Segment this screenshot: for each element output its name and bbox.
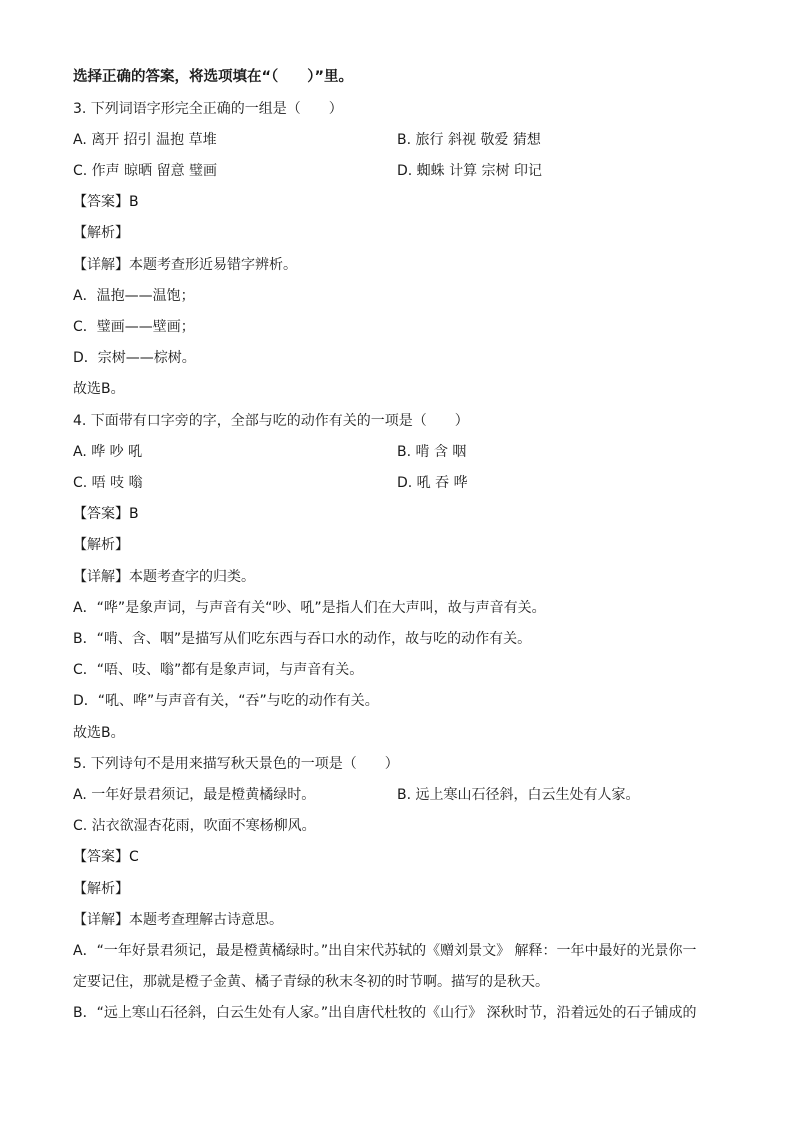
- detail-line: 【详解】本题考查形近易错字辨析。: [73, 257, 297, 273]
- option-b: B. 旅行 斜视 敬爱 猜想: [397, 132, 541, 148]
- option-d: D. 蜘蛛 计算 宗树 印记: [397, 163, 543, 179]
- option-c: C. 沾衣欲湿杏花雨，吹面不寒杨柳风。: [73, 818, 316, 834]
- option-a: A. 哗 吵 吼: [73, 444, 143, 460]
- section-heading: 选择正确的答案，将选项填在“（ ）”里。: [73, 69, 354, 85]
- option-d: D. 吼 吞 哗: [397, 475, 468, 491]
- detail-line: A．温抱——温饱；: [73, 288, 195, 304]
- option-a: A. 一年好景君须记，最是橙黄橘绿时。: [73, 787, 316, 803]
- answer-label: 【答案】B: [73, 506, 139, 522]
- detail-line: B．“啃、含、咽”是描写从们吃东西与吞口水的动作，故与吃的动作有关。: [73, 631, 532, 647]
- option-c: C. 作声 晾晒 留意 璧画: [73, 163, 218, 179]
- analysis-label: 【解析】: [73, 225, 129, 241]
- option-a: A. 离开 招引 温抱 草堆: [73, 132, 217, 148]
- analysis-label: 【解析】: [73, 537, 129, 553]
- detail-line: D．宗树——棕树。: [73, 350, 196, 366]
- analysis-label: 【解析】: [73, 881, 129, 897]
- question-stem: 4. 下面带有口字旁的字，全部与吃的动作有关的一项是（ ）: [73, 413, 469, 429]
- detail-line: 故选B。: [73, 381, 125, 397]
- option-b: B. 远上寒山石径斜，白云生处有人家。: [397, 787, 640, 803]
- detail-line: 定要记住，那就是橙子金黄、橘子青绿的秋末冬初的时节啊。描写的是秋天。: [73, 974, 549, 990]
- detail-line: 【详解】本题考查字的归类。: [73, 569, 255, 585]
- question-stem: 3. 下列词语字形完全正确的一组是（ ）: [73, 101, 343, 117]
- detail-line: D．“吼、哗”与声音有关，“吞”与吃的动作有关。: [73, 693, 379, 709]
- question-stem: 5. 下列诗句不是用来描写秋天景色的一项是（ ）: [73, 756, 399, 772]
- answer-label: 【答案】C: [73, 849, 139, 865]
- detail-line: A．“一年好景君须记，最是橙黄橘绿时。”出自宋代苏轼的《赠刘景文》 解释：一年中最好的光景你一: [73, 943, 697, 959]
- detail-line: 故选B。: [73, 725, 125, 741]
- option-b: B. 啃 含 咽: [397, 444, 467, 460]
- detail-line: B．“远上寒山石径斜，白云生处有人家。”出自唐代杜牧的《山行》 深秋时节，沿着远处的石子铺成的: [73, 1005, 697, 1021]
- option-c: C. 唔 吱 嗡: [73, 475, 143, 491]
- detail-line: A．“哗”是象声词，与声音有关“吵、吼”是指人们在大声叫，故与声音有关。: [73, 600, 546, 616]
- detail-line: C．“唔、吱、嗡”都有是象声词，与声音有关。: [73, 662, 364, 678]
- detail-line: C．璧画——壁画；: [73, 319, 195, 335]
- detail-line: 【详解】本题考查理解古诗意思。: [73, 912, 283, 928]
- answer-label: 【答案】B: [73, 194, 139, 210]
